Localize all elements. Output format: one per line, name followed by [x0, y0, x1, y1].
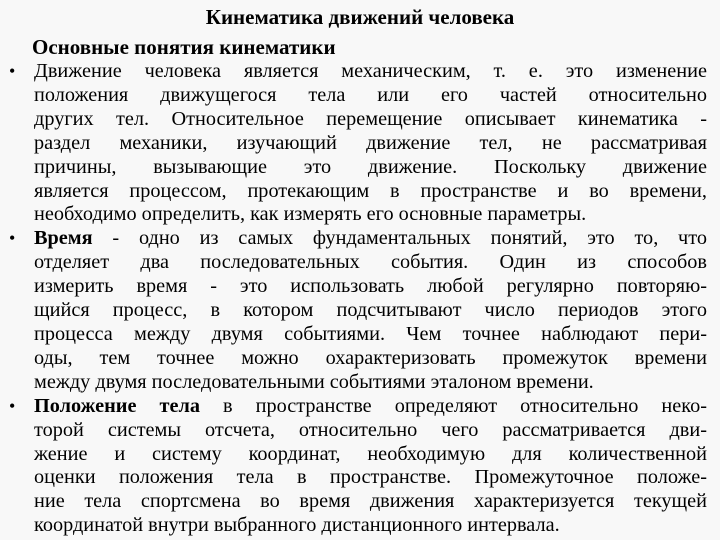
text-line: жение и систему координат, необходимую для количественной [34, 442, 707, 465]
text-line: необходимо определить, как измерять его основные параметры. [34, 203, 587, 226]
slide-subtitle: Основные понятия кинематики [32, 35, 336, 59]
text-line: торой системы отсчета, относительно чего рассматривается дви- [34, 418, 707, 441]
bullet-item-position [0, 395, 720, 538]
text-line: процесса между двумя событиями. Чем точнее наблюдают пери- [34, 322, 707, 345]
text-line: оды, тем точнее можно охарактеризовать промежуток времени [34, 346, 707, 369]
text-line: Движение человека является механическим, т. е. это изменение [34, 60, 707, 82]
text-line: измерить время - это использовать любой регулярно повторяю- [34, 275, 707, 298]
text-line: является процессом, протекающим в пространстве и во времени, [34, 179, 707, 202]
text-line: оценки положения тела в пространстве. Промежуточное положе- [34, 466, 707, 489]
bullet-dot-icon: • [9, 395, 16, 416]
text-line-first [34, 227, 707, 251]
bullet-dot-icon: • [9, 228, 16, 249]
bullet-item-time [0, 227, 720, 394]
term-time: Время [34, 227, 93, 250]
bullet-list [0, 60, 720, 538]
text-line: раздел механики, изучающий движение тел, не рассматривая [34, 131, 707, 154]
text-line-first [34, 395, 707, 419]
text-line: отделяет два последовательных события. Один из способов [34, 251, 707, 274]
text-line: координатой внутри выбранного дистанционного интервала. [34, 514, 560, 537]
term-position: Положение тела [34, 394, 200, 417]
term-time-rest: - одно из самых фундаментальных понятий, это то, что [92, 227, 707, 250]
bullet-item-motion [0, 60, 720, 227]
text-line: ние тела спортсмена во время движения характеризуется текущей [34, 490, 707, 513]
text-line: щийся процесс, в котором подсчитывают число периодов этого [34, 299, 707, 322]
text-line: между двумя последовательными событиями эталоном времени. [34, 370, 594, 393]
term-position-rest: в пространстве определяют относительно неко- [199, 394, 708, 417]
text-line: причины, вызывающие это движение. Поскольку движение [34, 155, 707, 178]
text-line: других тел. Относительное перемещение описывает кинематика - [34, 107, 707, 130]
bullet-dot-icon: • [9, 61, 16, 81]
slide-title: Кинематика движений человека [205, 5, 515, 29]
text-line: положения движущегося тела или его частей относительно [34, 83, 707, 106]
